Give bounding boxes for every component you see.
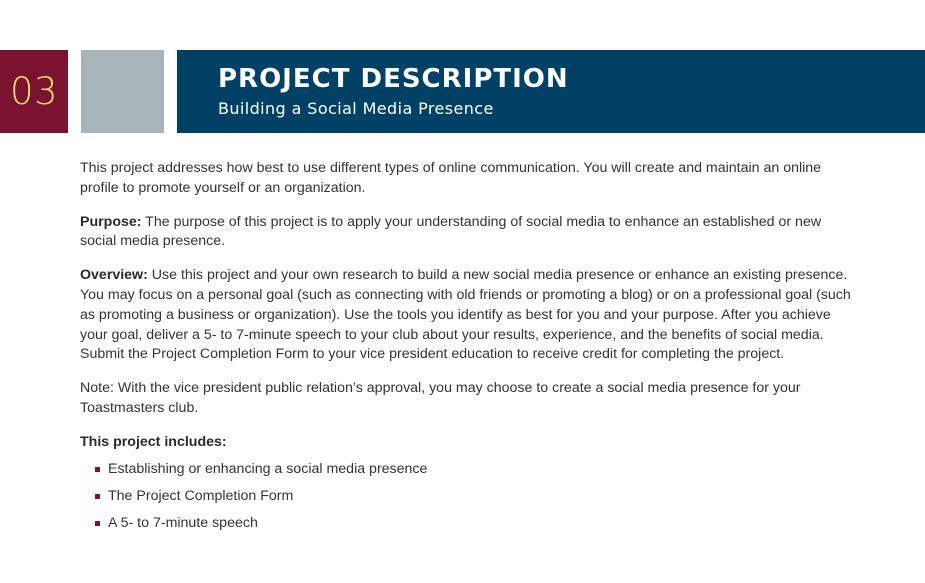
purpose-paragraph <box>80 213 860 253</box>
project-number: 03 <box>0 50 68 133</box>
purpose-text: The purpose of this project is to apply your understanding of social media to enhance an established or new social media presence. <box>80 213 822 250</box>
purpose-label: Purpose: <box>80 213 142 230</box>
bullet-square-icon <box>95 467 100 472</box>
project-description-body <box>80 159 860 540</box>
list-item-text: The Project Completion Form <box>108 487 294 504</box>
overview-label: Overview: <box>80 267 148 284</box>
page-title: PROJECT DESCRIPTION <box>218 64 569 94</box>
list-item-text: Establishing or enhancing a social media presence <box>108 460 428 477</box>
page-subtitle: Building a Social Media Presence <box>218 99 494 118</box>
gray-accent-block <box>81 50 164 133</box>
bullet-square-icon <box>95 521 100 526</box>
list-item <box>95 459 860 479</box>
header-band <box>177 50 925 133</box>
list-item <box>95 486 860 506</box>
overview-paragraph <box>80 266 860 365</box>
bullet-square-icon <box>95 494 100 499</box>
includes-heading: This project includes: <box>80 433 227 450</box>
note-paragraph: Note: With the vice president public relation’s approval, you may choose to create a social media presence for your Toastmasters club. <box>80 380 801 416</box>
intro-paragraph: This project addresses how best to use different types of online communication. You will create and maintain an online profile to promote yourself or an organization. <box>80 160 822 196</box>
overview-text: Use this project and your own research to build a new social media presence or enhance an existing presence. You may focus on a personal goal (such as connecting with old friends or promoting a blog) or on a professional goal (such as promoting a business or organization). Use the tools you identify as best for you and your purpose. After you achieve your goal, deliver a 5- to 7-minute speech to your club about your results, experience, and the benefits of social media. Submit the Project Completion Form to your vice president education to receive credit for completing the project. <box>80 267 851 363</box>
includes-list <box>80 459 860 533</box>
list-item-text: A 5- to 7-minute speech <box>108 514 258 531</box>
list-item <box>95 513 860 533</box>
